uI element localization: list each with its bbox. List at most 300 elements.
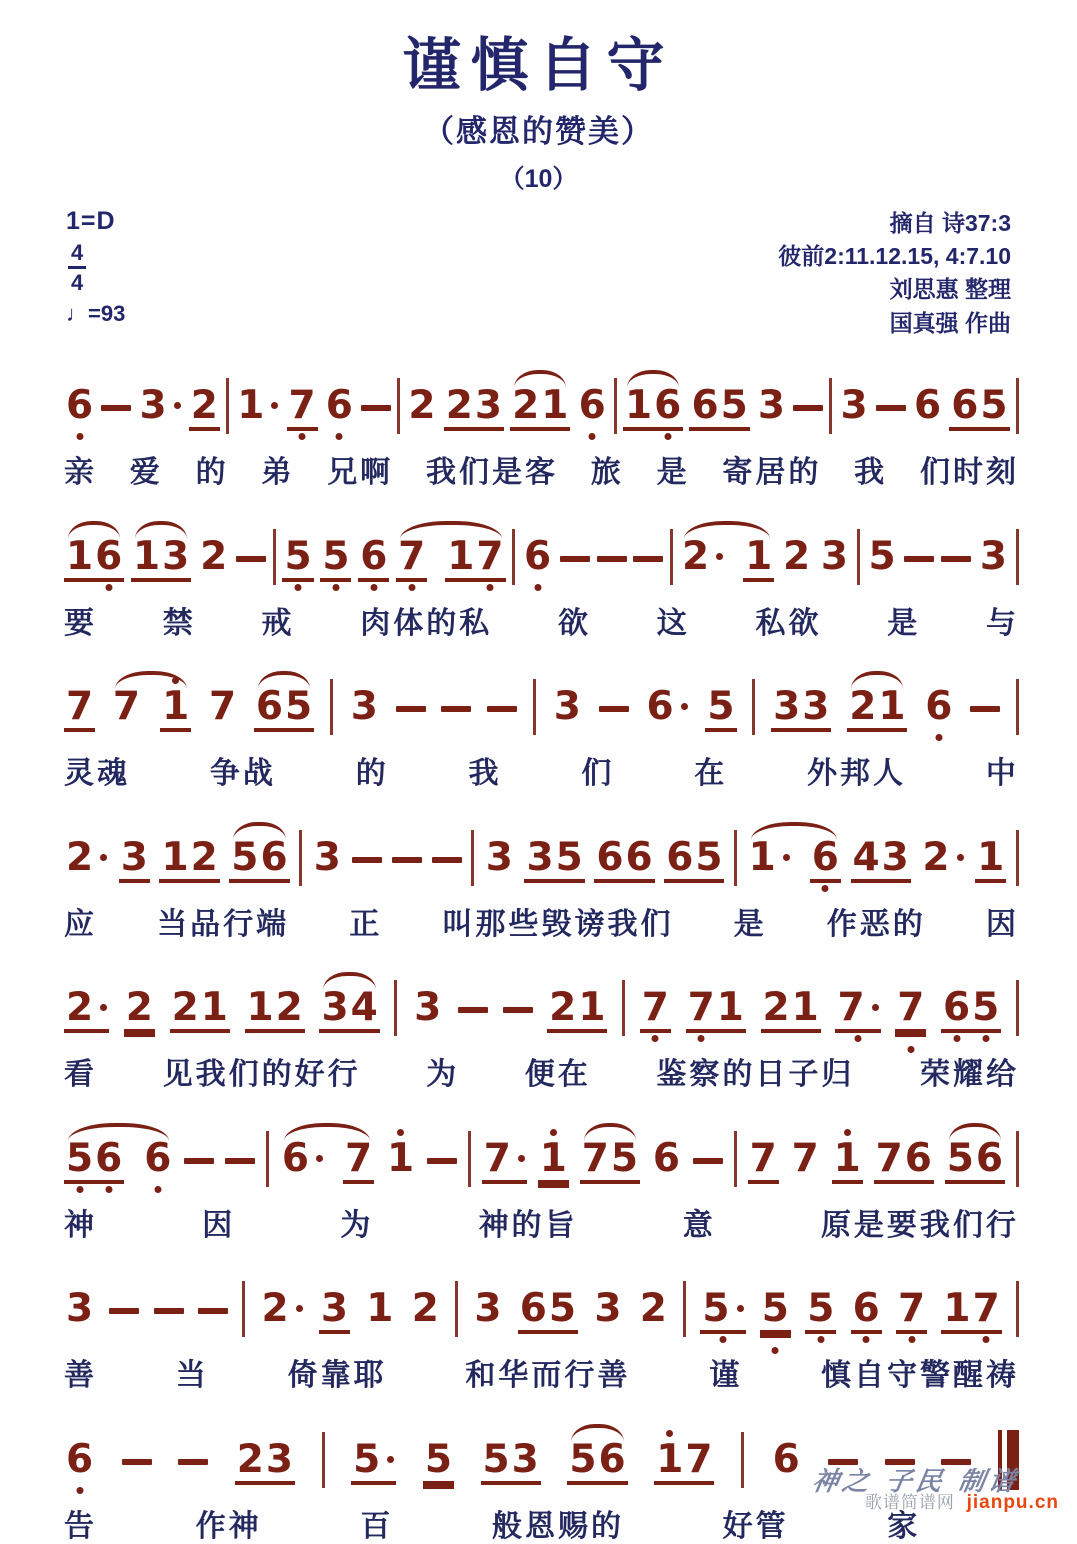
- note-digit: 2: [922, 839, 963, 876]
- note: [745, 525, 773, 579]
- low-octave-dot: [332, 584, 339, 591]
- note-digit: 1: [749, 839, 790, 876]
- lyric-syllable: 家: [887, 1509, 921, 1543]
- note-digit: 5: [695, 834, 723, 880]
- note: [913, 374, 942, 429]
- note: [791, 1127, 819, 1181]
- watermark-site-url: jianpu.cn: [966, 1492, 1059, 1513]
- lyric-syllable: 鉴察的日子归: [656, 1058, 855, 1092]
- lyric-syllable: 般恩赐的: [491, 1509, 624, 1543]
- duration-dash: [876, 405, 906, 411]
- note-digit: 6: [811, 834, 839, 880]
- note-digit: 6: [66, 383, 94, 429]
- barline: [1016, 378, 1019, 434]
- note-digit: 1: [745, 533, 773, 579]
- note-digit: 6: [943, 985, 971, 1031]
- duration-dash: [392, 857, 422, 863]
- note: [641, 976, 669, 1031]
- note: [811, 826, 839, 880]
- augmentation-dot: [783, 854, 790, 861]
- note-group: [949, 374, 1009, 431]
- low-octave-zone: [855, 1035, 862, 1042]
- low-octave-zone: [105, 584, 112, 591]
- note-digit: 5: [972, 985, 1000, 1031]
- augmentation-dot: [174, 402, 181, 409]
- barline: [1016, 529, 1019, 585]
- slur-arc: [254, 675, 314, 732]
- note-group: [235, 374, 280, 427]
- time-signature-bottom: 4: [71, 269, 84, 295]
- note: [281, 1127, 323, 1181]
- note-group: [444, 374, 504, 431]
- note-digit: 7: [685, 1436, 713, 1482]
- note-group: [832, 1127, 863, 1184]
- note-digit: 1: [625, 383, 653, 429]
- note-group: [941, 976, 1001, 1033]
- note: [980, 374, 1008, 429]
- low-octave-zone: [908, 1336, 915, 1343]
- note-digit: 2: [200, 533, 228, 579]
- high-octave-dot: [844, 1129, 851, 1136]
- key-signature: 1=D: [66, 206, 116, 235]
- note-digit: 6: [519, 1286, 547, 1332]
- lyric-syllable: 和华而行善: [465, 1359, 631, 1393]
- note: [639, 1277, 667, 1332]
- barline: [857, 529, 860, 585]
- lyric-syllable: 私欲: [755, 606, 822, 640]
- note-group: [319, 1277, 350, 1334]
- note-digit: 3: [820, 533, 848, 579]
- lyric-syllable: 谨: [709, 1359, 743, 1393]
- note-group: [482, 1127, 527, 1184]
- low-octave-dot: [772, 1347, 779, 1354]
- note-group: [781, 525, 812, 578]
- augmentation-dot: [100, 854, 107, 861]
- note-group: [64, 374, 95, 427]
- barline: [734, 1131, 737, 1187]
- note-digit: 3: [773, 684, 801, 730]
- note-group: [645, 675, 690, 728]
- note-digit: 7: [345, 1135, 373, 1181]
- note-group: [64, 1277, 95, 1330]
- lyric-syllable: 原是要我们行: [820, 1208, 1019, 1242]
- note: [524, 525, 552, 579]
- note: [625, 826, 653, 880]
- note-group: [567, 1428, 627, 1485]
- note: [95, 525, 123, 579]
- note: [288, 374, 316, 429]
- note: [66, 1277, 94, 1332]
- note-group: [64, 525, 124, 582]
- high-octave-dot: [397, 1129, 404, 1136]
- note-digit: 6: [925, 684, 953, 730]
- note-digit: 7: [288, 383, 316, 429]
- note: [666, 826, 694, 880]
- note-group: [805, 1277, 836, 1334]
- note-group: [351, 1428, 396, 1485]
- low-octave-zone: [295, 584, 302, 591]
- duration-dash: [101, 405, 131, 411]
- note: [975, 1127, 1003, 1181]
- duration-dash: [109, 1308, 139, 1314]
- lyrics-row: [64, 607, 1019, 642]
- note-group: [254, 675, 314, 732]
- notation-line-1: [64, 362, 1019, 491]
- barline: [683, 1281, 686, 1337]
- high-octave-dot: [550, 1129, 557, 1136]
- note-group: [142, 1127, 173, 1180]
- note-group: [623, 374, 683, 431]
- note-group: [748, 1127, 779, 1184]
- slur-arc: [847, 675, 907, 732]
- note-digit: 6: [652, 1135, 680, 1181]
- note-group: [364, 1277, 395, 1330]
- lyric-syllable: 兄啊: [327, 456, 394, 490]
- augmentation-dot: [387, 1456, 394, 1463]
- note-digit: 6: [951, 383, 979, 429]
- notation-score: [64, 362, 1019, 1544]
- duration-dash: [396, 706, 426, 712]
- notation-line-4: [64, 814, 1019, 943]
- note-digit: 1: [366, 1286, 394, 1332]
- note-group: [119, 826, 150, 883]
- duration-dash: [154, 1308, 184, 1314]
- note: [66, 525, 94, 579]
- low-octave-dot: [908, 1336, 915, 1343]
- note-group: [64, 826, 109, 879]
- note: [260, 826, 288, 880]
- note: [133, 525, 161, 579]
- slur-arc: [945, 1127, 1005, 1184]
- note: [125, 976, 153, 1031]
- note-digit: 5: [285, 684, 313, 730]
- note-group: [124, 976, 155, 1033]
- note: [972, 976, 1000, 1031]
- note-group: [896, 1277, 927, 1334]
- note-digit: 1: [716, 985, 744, 1031]
- note-group: [358, 525, 389, 582]
- note-group: [64, 1127, 124, 1184]
- note-digit: 1: [161, 834, 189, 880]
- lyric-syllable: 要: [64, 606, 97, 640]
- notes-row: [64, 513, 1019, 593]
- note-group: [64, 1428, 95, 1481]
- note: [553, 675, 581, 730]
- lyric-syllable: 旅: [590, 456, 624, 490]
- lyrics-row: [64, 908, 1019, 943]
- note-group: [756, 374, 787, 427]
- note-digit: 2: [261, 1290, 302, 1327]
- note-group: [518, 1277, 578, 1334]
- time-signature: [68, 240, 86, 296]
- key-signature-block: [66, 207, 125, 326]
- lyric-syllable: 肉体的私: [360, 606, 493, 640]
- note-group: [640, 976, 671, 1033]
- low-octave-zone: [76, 433, 83, 440]
- note: [979, 525, 1008, 579]
- note: [555, 826, 583, 880]
- note: [761, 1277, 789, 1332]
- notes-row: [64, 362, 1019, 442]
- notes-row: [64, 1115, 1019, 1195]
- note-digit: 6: [255, 684, 284, 730]
- lyric-syllable: 神: [64, 1208, 97, 1242]
- duration-dash: [122, 1459, 152, 1465]
- note-digit: 1: [200, 985, 228, 1031]
- note: [66, 1127, 94, 1181]
- lyric-syllable: 我: [468, 757, 502, 791]
- note: [190, 374, 218, 429]
- low-octave-zone: [154, 1186, 161, 1193]
- note: [120, 826, 148, 880]
- note: [748, 826, 790, 880]
- note-digit: 5: [548, 1286, 577, 1332]
- note-digit: 7: [66, 684, 94, 730]
- note-digit: 6: [904, 1135, 932, 1181]
- lyric-syllable: 亲: [64, 456, 97, 490]
- note-digit: 5: [231, 834, 259, 880]
- note-digit: 3: [66, 1286, 94, 1332]
- note: [408, 374, 436, 429]
- note: [594, 1277, 622, 1332]
- duration-dash: [427, 1158, 457, 1164]
- note-group: [638, 1277, 669, 1330]
- note-digit: 7: [641, 985, 669, 1031]
- note-group: [945, 1127, 1005, 1184]
- note-digit: 3: [526, 834, 554, 880]
- note-digit: 2: [762, 985, 790, 1031]
- note-digit: 1: [943, 1286, 971, 1332]
- low-octave-dot: [983, 1336, 990, 1343]
- lyrics-row: [64, 1359, 1019, 1394]
- note-digit: 1: [656, 1436, 684, 1482]
- duration-dash: [184, 1158, 214, 1164]
- note: [652, 1127, 680, 1181]
- note: [943, 976, 971, 1031]
- note-digit: 5: [868, 533, 896, 579]
- note-group: [547, 976, 607, 1033]
- note: [539, 1127, 567, 1181]
- barline: [741, 1432, 744, 1488]
- note-digit: 1: [578, 985, 606, 1031]
- low-octave-dot: [822, 885, 829, 892]
- note: [345, 1127, 373, 1181]
- note: [190, 826, 218, 880]
- low-octave-zone: [652, 1035, 659, 1042]
- note-digit: 3: [313, 834, 341, 880]
- note: [246, 976, 274, 1031]
- note-digit: 2: [236, 1436, 264, 1482]
- note-digit: 7: [476, 533, 504, 579]
- note-digit: 3: [265, 1436, 294, 1482]
- lyric-syllable: 寄居的: [722, 456, 822, 490]
- notes-row: [64, 1265, 1019, 1345]
- barline: [1016, 679, 1019, 735]
- augmentation-dot: [518, 1155, 525, 1162]
- note-group: [423, 1428, 454, 1485]
- augmentation-dot: [100, 1004, 107, 1011]
- lyric-syllable: 在: [694, 757, 728, 791]
- lyric-syllable: 争战: [209, 757, 276, 791]
- note-group: [406, 374, 437, 427]
- note: [476, 525, 504, 579]
- note: [285, 675, 313, 730]
- note: [322, 525, 350, 579]
- note-digit: 5: [702, 1290, 743, 1327]
- note-group: [282, 525, 313, 582]
- slur-arc: [229, 826, 289, 883]
- note-digit: 2: [171, 985, 199, 1031]
- note: [922, 826, 963, 880]
- note-group: [189, 374, 220, 431]
- note-digit: 6: [772, 1436, 800, 1482]
- low-octave-zone: [822, 885, 829, 892]
- note: [578, 374, 606, 429]
- note-digit: 3: [979, 533, 1008, 579]
- note: [237, 374, 278, 429]
- note: [474, 1277, 502, 1332]
- note-group: [835, 976, 880, 1033]
- duration-dash: [352, 857, 382, 863]
- note: [275, 976, 303, 1031]
- note-group: [320, 525, 351, 582]
- barline: [322, 1432, 325, 1488]
- time-signature-top: 4: [68, 240, 86, 269]
- note: [654, 374, 682, 429]
- note-digit: 2: [190, 834, 218, 880]
- lyric-syllable: 倚靠耶: [287, 1359, 387, 1393]
- note-digit: 3: [321, 985, 349, 1031]
- note-group: [522, 525, 553, 578]
- duration-dash: [970, 706, 1000, 712]
- notation-line-6: [64, 1115, 1019, 1244]
- note: [749, 1127, 777, 1181]
- note-digit: 5: [353, 1441, 394, 1478]
- low-octave-zone: [589, 433, 596, 440]
- note-digit: 3: [350, 684, 378, 730]
- note-digit: 6: [913, 383, 942, 429]
- low-octave-dot: [76, 1487, 83, 1494]
- note: [569, 1428, 597, 1482]
- note: [849, 675, 877, 730]
- low-octave-zone: [719, 1336, 726, 1343]
- note: [162, 525, 190, 579]
- lyric-syllable: 看: [64, 1058, 97, 1092]
- note-digit: 2: [411, 1286, 439, 1332]
- note: [972, 1277, 1000, 1332]
- note: [447, 525, 475, 579]
- note-digit: 6: [691, 383, 719, 429]
- note: [840, 374, 868, 429]
- note-digit: 3: [139, 387, 180, 424]
- note-digit: 6: [95, 1135, 123, 1181]
- note-digit: 3: [120, 834, 148, 880]
- low-octave-dot: [105, 584, 112, 591]
- notes-row: [64, 964, 1019, 1044]
- note-digit: 1: [162, 684, 190, 730]
- low-octave-dot: [154, 1186, 161, 1193]
- note-digit: 3: [881, 834, 909, 880]
- note: [943, 1277, 971, 1332]
- note-digit: 6: [598, 1436, 626, 1482]
- note: [685, 1428, 713, 1482]
- slur-arc: [396, 525, 505, 582]
- duration-dash: [178, 1459, 208, 1465]
- duration-dash: [793, 405, 823, 411]
- note: [200, 525, 228, 579]
- barline: [242, 1281, 245, 1337]
- lyric-syllable: 应: [64, 907, 97, 941]
- low-octave-zone: [299, 433, 306, 440]
- lyric-syllable: 作神: [195, 1509, 262, 1543]
- note: [875, 1127, 903, 1181]
- credit-composer: 国真强 作曲: [889, 309, 1011, 336]
- low-octave-zone: [76, 1186, 83, 1193]
- note-group: [923, 675, 954, 728]
- slur-arc: [623, 374, 683, 431]
- note-digit: 5: [707, 684, 735, 730]
- note-group: [771, 675, 831, 732]
- note-group: [700, 1277, 745, 1334]
- low-octave-dot: [935, 734, 942, 741]
- note: [687, 976, 715, 1031]
- note-digit: 1: [878, 684, 906, 730]
- note-group: [396, 525, 427, 582]
- note-digit: 3: [594, 1286, 622, 1332]
- song-subtitle: （感恩的赞美）: [423, 113, 654, 149]
- note-group: [412, 976, 443, 1029]
- duration-dash: [503, 1007, 533, 1013]
- note-group: [198, 525, 229, 578]
- note-group: [245, 976, 305, 1033]
- tempo-marking: ♩=93: [66, 300, 126, 326]
- note: [485, 826, 513, 880]
- barline: [226, 378, 229, 434]
- low-octave-zone: [772, 1347, 779, 1354]
- lyric-syllable: 们时刻: [919, 456, 1019, 490]
- slur-arc: [567, 1428, 627, 1485]
- note-digit: 3: [553, 684, 581, 730]
- score-header: [66, 207, 1011, 340]
- note-digit: 7: [972, 1286, 1000, 1332]
- low-octave-zone: [863, 1336, 870, 1343]
- note-group: [229, 826, 289, 883]
- notation-line-5: [64, 964, 1019, 1093]
- note-digit: 3: [840, 383, 868, 429]
- duration-dash: [599, 706, 629, 712]
- note: [541, 374, 569, 429]
- note: [353, 1428, 394, 1482]
- note-group: [847, 675, 907, 732]
- note-group: [654, 1428, 714, 1485]
- note-digit: 5: [720, 383, 748, 429]
- slur-arc: [747, 826, 841, 883]
- lyric-syllable: 叫那些毁谤我们: [442, 907, 674, 941]
- duration-dash: [941, 556, 971, 562]
- note-group: [680, 525, 725, 578]
- augmentation-dot: [296, 1305, 303, 1312]
- low-octave-zone: [76, 1487, 83, 1494]
- lyric-syllable: 禁: [162, 606, 196, 640]
- note-digit: 2: [682, 538, 723, 575]
- note: [791, 976, 819, 1031]
- credit-scripture: 彼前2:11.12.15, 4:7.10: [778, 243, 1011, 270]
- lyric-syllable: 是: [733, 907, 767, 941]
- high-octave-dot: [172, 677, 179, 684]
- low-octave-zone: [332, 584, 339, 591]
- barline: [455, 1281, 458, 1337]
- lyric-syllable: 便在: [524, 1058, 591, 1092]
